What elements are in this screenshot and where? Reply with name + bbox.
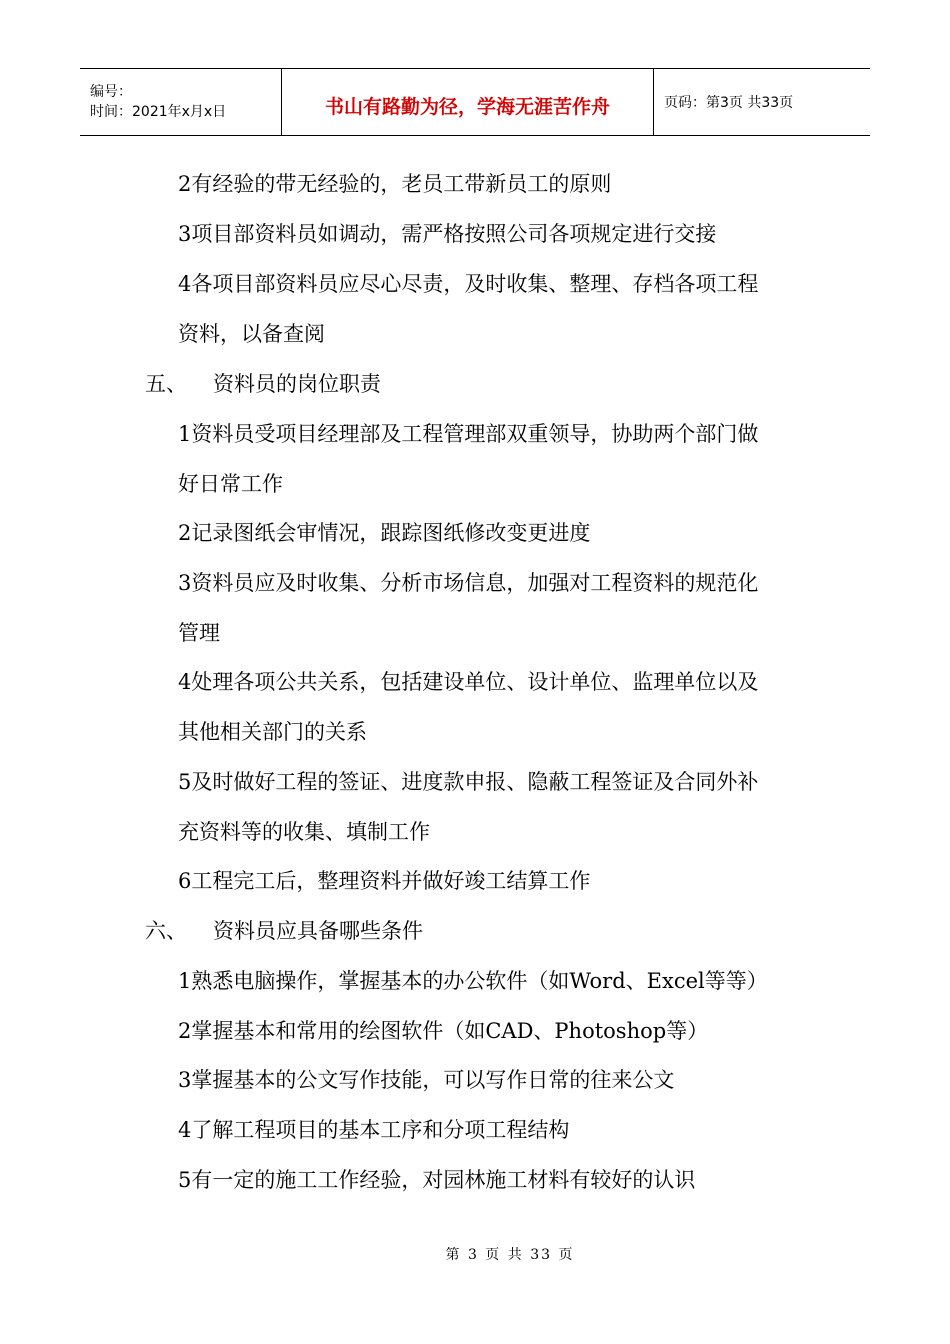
paragraph-line: 管理 xyxy=(178,621,220,645)
paragraph-line: 资料，以备查阅 xyxy=(178,322,325,346)
paragraph-line: 1熟悉电脑操作，掌握基本的办公软件（如Word、Excel等等） xyxy=(178,969,768,993)
section-number: 五、 xyxy=(145,372,187,396)
document-number-label: 编号： xyxy=(90,84,132,100)
section-title: 资料员应具备哪些条件 xyxy=(213,919,423,943)
paragraph-line: 5有一定的施工工作经验，对园林施工材料有较好的认识 xyxy=(178,1168,696,1192)
paragraph-line: 充资料等的收集、填制工作 xyxy=(178,820,430,844)
paragraph-line: 1资料员受项目经理部及工程管理部双重领导，协助两个部门做 xyxy=(178,422,759,446)
header-page-info xyxy=(654,69,870,135)
paragraph-line: 4了解工程项目的基本工序和分项工程结构 xyxy=(178,1118,570,1142)
paragraph-line: 3掌握基本的公文写作技能，可以写作日常的往来公文 xyxy=(178,1068,675,1092)
paragraph-line: 3项目部资料员如调动，需严格按照公司各项规定进行交接 xyxy=(178,222,717,246)
page-info-text: 页码：第3页 共33页 xyxy=(664,95,794,111)
header-motto xyxy=(282,69,654,135)
section-heading xyxy=(145,917,423,945)
paragraph-line: 2有经验的带无经验的，老员工带新员工的原则 xyxy=(178,172,612,196)
paragraph-line: 5及时做好工程的签证、进度款申报、隐蔽工程签证及合同外补 xyxy=(178,770,759,794)
paragraph-line: 3资料员应及时收集、分析市场信息，加强对工程资料的规范化 xyxy=(178,571,759,595)
section-number: 六、 xyxy=(145,919,187,943)
paragraph-line: 2记录图纸会审情况，跟踪图纸修改变更进度 xyxy=(178,521,591,545)
paragraph-line: 4各项目部资料员应尽心尽责，及时收集、整理、存档各项工程 xyxy=(178,272,759,296)
paragraph-line: 6工程完工后，整理资料并做好竣工结算工作 xyxy=(178,869,591,893)
document-time-label: 时间：2021年x月x日 xyxy=(90,104,227,120)
paragraph-line: 好日常工作 xyxy=(178,472,283,496)
paragraph-line: 4处理各项公共关系，包括建设单位、设计单位、监理单位以及 xyxy=(178,670,759,694)
page-header xyxy=(80,68,870,136)
section-title: 资料员的岗位职责 xyxy=(213,372,381,396)
motto-text: 书山有路勤为径，学海无涯苦作舟 xyxy=(324,95,610,118)
header-meta xyxy=(80,69,282,135)
section-heading xyxy=(145,370,381,398)
paragraph-line: 其他相关部门的关系 xyxy=(178,720,367,744)
paragraph-line: 2掌握基本和常用的绘图软件（如CAD、Photoshop等） xyxy=(178,1019,709,1043)
footer-page-number: 第 3 页 共 33 页 xyxy=(445,1247,575,1263)
page-footer xyxy=(0,1244,950,1264)
